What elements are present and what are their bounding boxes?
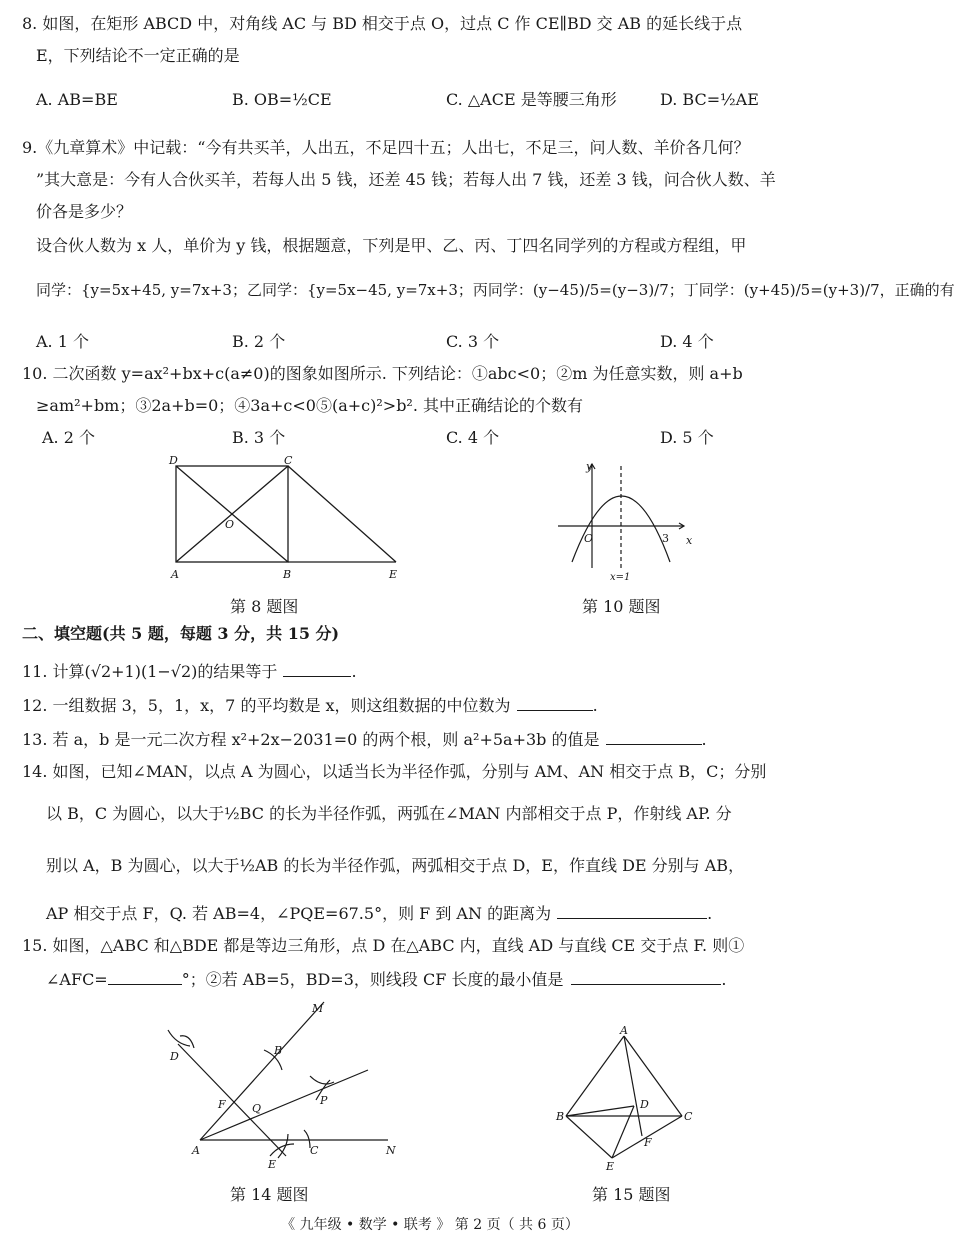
fig14-label-q: Q <box>252 1102 262 1115</box>
q13-text: 13. 若 a，b 是一元二次方程 x²+2x−2031=0 的两个根，则 a²+5a+3b 的值是 <box>22 730 600 749</box>
fig8-label-e: E <box>389 568 398 581</box>
q13-answer-blank <box>606 728 702 745</box>
q11 <box>22 660 357 682</box>
fig10-label-3: 3 <box>662 532 669 545</box>
fig8-label-d: D <box>169 454 178 467</box>
fig10-label-origin: O <box>584 532 594 545</box>
q9-option-d: D. 4 个 <box>660 332 714 351</box>
fig14-label-m: M <box>312 1002 324 1015</box>
fig8-label-c: C <box>284 454 293 467</box>
q9-line1: 9.《九章算术》中记载：“今有共买羊，人出五，不足四十五；人出七，不足三，问人数、羊价各几何？ <box>22 138 750 157</box>
q15-line1: 15. 如图，△ABC 和△BDE 都是等边三角形，点 D 在△ABC 内，直线 AD 与直线 CE 交于点 F. 则① <box>22 936 745 955</box>
q10-option-d: D. 5 个 <box>660 428 714 447</box>
fig10-label-axis: x=1 <box>610 572 631 583</box>
q10-line1: 10. 二次函数 y=ax²+bx+c(a≠0)的图象如图所示. 下列结论：①abc<0；②m 为任意实数，则 a+b <box>22 364 743 383</box>
figure-14-caption: 第 14 题图 <box>230 1185 309 1204</box>
fig10-label-y: y <box>586 460 593 473</box>
q13-end: . <box>701 730 707 749</box>
fig14-label-c: C <box>310 1144 319 1157</box>
q14-line4-text: AP 相交于点 F，Q. 若 AB=4，∠PQE=67.5°，则 F 到 AN 的距离为 <box>46 904 552 923</box>
q15-line2-mid: °；②若 AB=5，BD=3，则线段 CF 长度的最小值是 <box>181 970 564 989</box>
q15-end: . <box>721 970 727 989</box>
figure-8-diagram <box>160 454 410 584</box>
q14-line2: 以 B，C 为圆心，以大于½BC 的长为半径作弧，两弧在∠MAN 内部相交于点 P，作射线 AP. 分 <box>46 804 732 823</box>
q8-line1: 8. 如图，在矩形 ABCD 中，对角线 AC 与 BD 相交于点 O，过点 C 作 CE∥BD 交 AB 的延长线于点 <box>22 14 743 33</box>
figure-15-caption: 第 15 题图 <box>592 1185 671 1204</box>
figure-10-caption: 第 10 题图 <box>582 597 661 616</box>
q12-answer-blank <box>517 694 593 711</box>
q10-option-c: C. 4 个 <box>446 428 500 447</box>
q10-option-b: B. 3 个 <box>232 428 286 447</box>
fig10-label-x: x <box>686 534 693 547</box>
fig14-label-n: N <box>386 1144 396 1157</box>
q14-line4 <box>46 902 712 924</box>
q12 <box>22 694 598 716</box>
q8-option-d: D. BC=½AE <box>660 90 759 109</box>
q15-line2-start: ∠AFC= <box>46 970 108 989</box>
fig8-label-o: O <box>225 518 235 531</box>
q10-line2: ≥am²+bm；③2a+b=0；④3a+c<0⑤(a+c)²>b². 其中正确结论的个数有 <box>36 396 584 415</box>
q15-answer-blank-2 <box>571 968 721 985</box>
fig14-label-a: A <box>192 1144 200 1157</box>
q8-option-c: C. △ACE 是等腰三角形 <box>446 90 617 109</box>
figure-15-diagram <box>552 1024 702 1174</box>
fig15-label-a: A <box>620 1024 628 1037</box>
fig8-label-a: A <box>171 568 179 581</box>
fig15-label-e: E <box>606 1160 615 1173</box>
fig8-label-b: B <box>283 568 292 581</box>
q11-answer-blank <box>283 660 351 677</box>
q14-line1: 14. 如图，已知∠MAN，以点 A 为圆心，以适当长为半径作弧，分别与 AM、AN 相交于点 B，C；分别 <box>22 762 767 781</box>
q9-option-c: C. 3 个 <box>446 332 500 351</box>
q14-end: . <box>707 904 713 923</box>
q8-option-b: B. OB=½CE <box>232 90 332 109</box>
fig14-label-b: B <box>274 1044 283 1057</box>
fig14-label-p: P <box>320 1094 328 1107</box>
figure-8-caption: 第 8 题图 <box>230 597 299 616</box>
q14-answer-blank <box>557 902 707 919</box>
q8-line2: E，下列结论不一定正确的是 <box>36 46 240 65</box>
q9-option-b: B. 2 个 <box>232 332 286 351</box>
q8-option-a: A. AB=BE <box>36 90 118 109</box>
fig15-label-f: F <box>644 1136 652 1149</box>
fig15-label-c: C <box>684 1110 693 1123</box>
q9-line4: 设合伙人数为 x 人，单价为 y 钱，根据题意，下列是甲、乙、丙、丁四名同学列的方程或方程组，甲 <box>36 236 747 255</box>
q9-option-a: A. 1 个 <box>36 332 89 351</box>
q12-end: . <box>592 696 598 715</box>
q12-text: 12. 一组数据 3，5，1，x，7 的平均数是 x，则这组数据的中位数为 <box>22 696 511 715</box>
q14-line3: 别以 A，B 为圆心，以大于½AB 的长为半径作弧，两弧相交于点 D，E，作直线 DE 分别与 AB， <box>46 856 745 875</box>
q15-line2 <box>46 968 727 990</box>
q11-end: . <box>351 662 357 681</box>
fig15-label-d: D <box>640 1098 649 1111</box>
q13 <box>22 728 707 750</box>
q11-text: 11. 计算(√2+1)(1−√2)的结果等于 <box>22 662 278 681</box>
q9-line2: ”其大意是：今有人合伙买羊，若每人出 5 钱，还差 45 钱；若每人出 7 钱，还差 3 钱，问合伙人数、羊 <box>36 170 776 189</box>
fig15-label-b: B <box>556 1110 565 1123</box>
page-footer: 《 九年级 • 数学 • 联考 》 第 2 页（ 共 6 页） <box>281 1217 579 1233</box>
section-2-title: 二、填空题(共 5 题，每题 3 分，共 15 分) <box>22 624 340 643</box>
fig14-label-f: F <box>218 1098 226 1111</box>
fig14-label-d: D <box>170 1050 179 1063</box>
q10-option-a: A. 2 个 <box>42 428 95 447</box>
q15-answer-blank-1 <box>108 968 182 985</box>
q9-line5: 同学：{y=5x+45, y=7x+3；乙同学：{y=5x−45, y=7x+3；丙同学：(y−45)/5=(y−3)/7；丁同学：(y+45)/5=(y+3)/7，正确的有 <box>36 281 955 299</box>
figure-14-construction <box>160 996 410 1176</box>
fig14-label-e: E <box>268 1158 277 1171</box>
q9-line3: 价各是多少？ <box>36 202 133 221</box>
figure-10-graph <box>552 458 702 584</box>
